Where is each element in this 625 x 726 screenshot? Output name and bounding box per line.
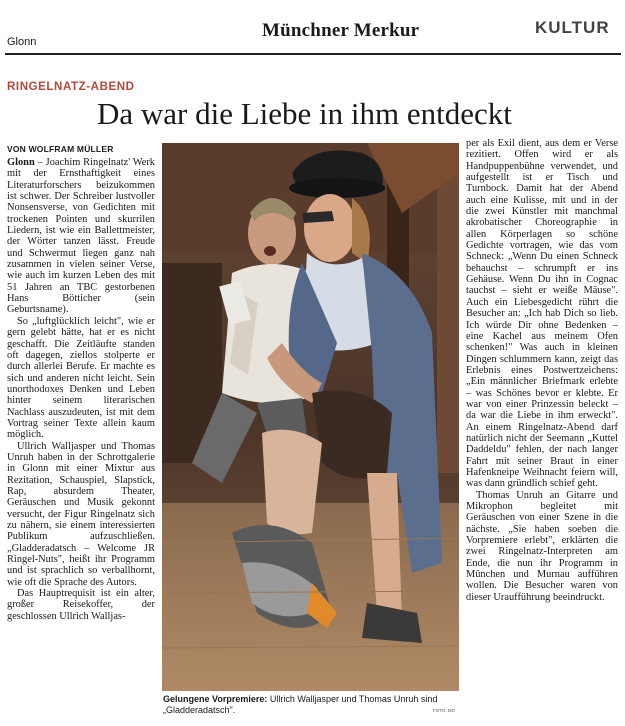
photo-caption [163,694,459,716]
article-column-1 [7,157,155,722]
article-column-3 [466,138,618,713]
caption-text: Ullrich Walljasper und Thomas Unruh sind „Gladderadatsch". [163,694,438,715]
article-headline: Da war die Liebe in ihm entdeckt [97,96,512,131]
photo-credit: FOTO: MO [433,708,456,713]
paragraph [7,157,155,316]
paragraph: Das Hauptrequisit ist ein alter, großer Reisekoffer, der geschlossen Ullrich Walljas- [7,588,155,622]
paragraph-text: – Joachim Ringelnatz' Werk mit der Ernsthaftigkeit eines Literaturforschers beizukommen ist schwer. Der Schreiber lustvoller Nonsensverse, von Gedichten mit trockenen Pointen und skurrilen Liedern, ist wie ein Ballettmeister, der Wörter tanzen lässt. Freude und Schwermut liegen ganz nah zusammen in vielen seiner Verse, wie auch im kurzen Leben des mit 51 Jahren an TBC gestorbenen Hans Bötticher (sein Geburtsname). [7,157,155,316]
paragraph: Ullrich Walljasper und Thomas Unruh haben in der Schrottgalerie in Glonn mit einer Mixtur aus Rezitation, Schauspiel, Slapstick, Rap, absurdem Theater, Geräuschen und Musik gekonnt versucht, der Figur Ringelnatz sich zu nähern, sie einem interessierten Publikum aufzuschließen. „Gladderadatsch – Welcome JR Ringel-Nuts", heißt ihr Programm und ist sprachlich so verballhornt, wie oft die Sprache des Autors. [7,440,155,588]
paragraph: per als Exil dient, aus dem er Verse rezitiert. Offen wird er als Handpuppenbühne verwendet, und aufgestellt ist er Tisch und Turnbock. Damit hat der Abend auch eine Kulisse, mit und in der die zwei Künstler mit manchmal akrobatischer Choreographie in allen Körperlagen so schöne Gedichte vortragen, wie das vom Schneck: „Wenn Du einen Schneck behauchst – schrumpft er ins Gehäuse. Wenn Du ihn in Cognac tauchst – sieht er weiße Mäuse". Auch ein Liebesgedicht rührt die Besucher an: „Ich hab Dich so lieb. Ich würde Dir ohne Bedenken – eine Kachel aus meinem Ofen schenken!" Was auch in kleinen Dingen schlummern kann, zeigt das Erlebnis eines Postwertzeichens: „Ein männlicher Briefmark erlebte – was Schönes bevor er klebte. Er war von einer Prinzessin beleckt – da war die Liebe in ihm erweckt". An einem Ringelnatz-Abend darf natürlich nicht der Seemann „Kuttel Daddeldu" fehlen, der nach langer Fahrt mit seiner Braut in einer Hafenkneipe Weihnacht feiern will, was dann gründlich schief geht. [466,138,618,490]
article-byline: VON WOLFRAM MÜLLER [7,144,114,154]
article-photo [162,143,459,691]
paragraph: So „luftglücklich leicht", wie er gern gelebt hätte, hat er es nicht geschafft. Die Zeitläufte standen oft dagegen, ziellos stolperte er durch allerlei Berufe. Er machte es sich und anderen nicht leicht. Sein unorthodoxes Denken und Leben hinter seinem literarischen Nachlass auszudeuten, ist mit dem Vortrag seiner Texte allein kaum möglich. [7,315,155,441]
paragraph: Thomas Unruh an Gitarre und Mikrophon begleitet mit Geräuschen von einer Szene in die nächste. „Sie haben soeben die Vorpremiere erlebt", erklärten die zwei Ringelnatz-Interpreten am Ende, die nun ihr Programm in München und Murnau aufführen wollen. Die Besucher waren von dieser Uraufführung beeindruckt. [466,489,618,603]
article-rubric: RINGELNATZ-ABEND [7,81,135,93]
page-location: Glonn [7,36,37,48]
dateline: Glonn [7,157,35,168]
section-label: KULTUR [535,18,610,37]
header-rule [5,53,621,55]
newspaper-name: Münchner Merkur [262,20,420,41]
caption-lead: Gelungene Vorpremiere: [163,694,268,704]
